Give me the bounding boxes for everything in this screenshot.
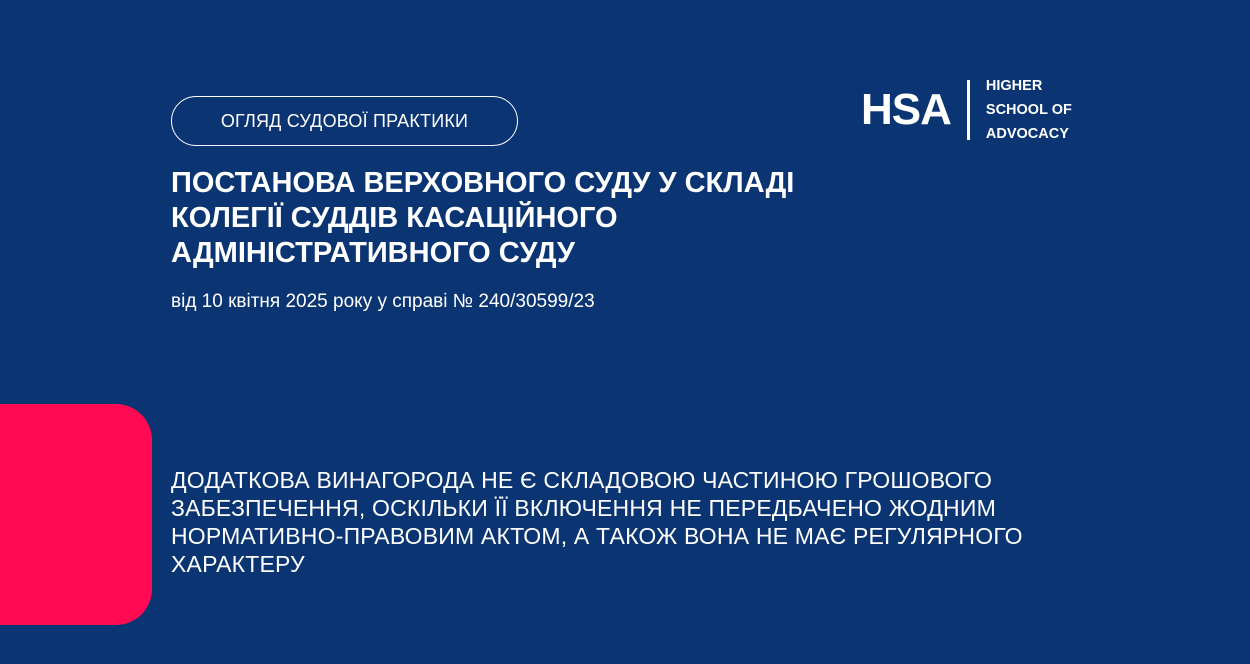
- key-statement: ДОДАТКОВА ВИНАГОРОДА НЕ Є СКЛАДОВОЮ ЧАСТИНОЮ ГРОШОВОГО ЗАБЕЗПЕЧЕННЯ, ОСКІЛЬКИ ЇЇ ВКЛЮЧЕННЯ НЕ ПЕРЕДБАЧЕНО ЖОДНИМ НОРМАТИВНО-ПРАВОВИМ АКТОМ, А ТАКОЖ ВОНА НЕ МАЄ РЕГУЛЯРНОГО ХАРАКТЕРУ: [171, 467, 1023, 577]
- logo-line-advocacy: ADVOCACY: [985, 126, 1069, 142]
- accent-block: [0, 404, 152, 625]
- logo-mark: HSA: [861, 85, 951, 134]
- page-title: ПОСТАНОВА ВЕРХОВНОГО СУДУ У СКЛАДІ КОЛЕГІЇ СУДДІВ КАСАЦІЙНОГО АДМІНІСТРАТИВНОГО СУДУ: [171, 167, 795, 269]
- category-badge: [171, 96, 518, 146]
- logo-line-school-of: SCHOOL OF: [985, 102, 1072, 118]
- case-subtitle: від 10 квітня 2025 року у справі № 240/30599/23: [171, 291, 595, 312]
- logo-divider: [967, 80, 970, 140]
- logo-text: [986, 74, 1072, 146]
- hsa-logo: [861, 78, 1072, 142]
- logo-line-higher: HIGHER: [985, 78, 1043, 94]
- category-badge-label: ОГЛЯД СУДОВОЇ ПРАКТИКИ: [220, 110, 469, 131]
